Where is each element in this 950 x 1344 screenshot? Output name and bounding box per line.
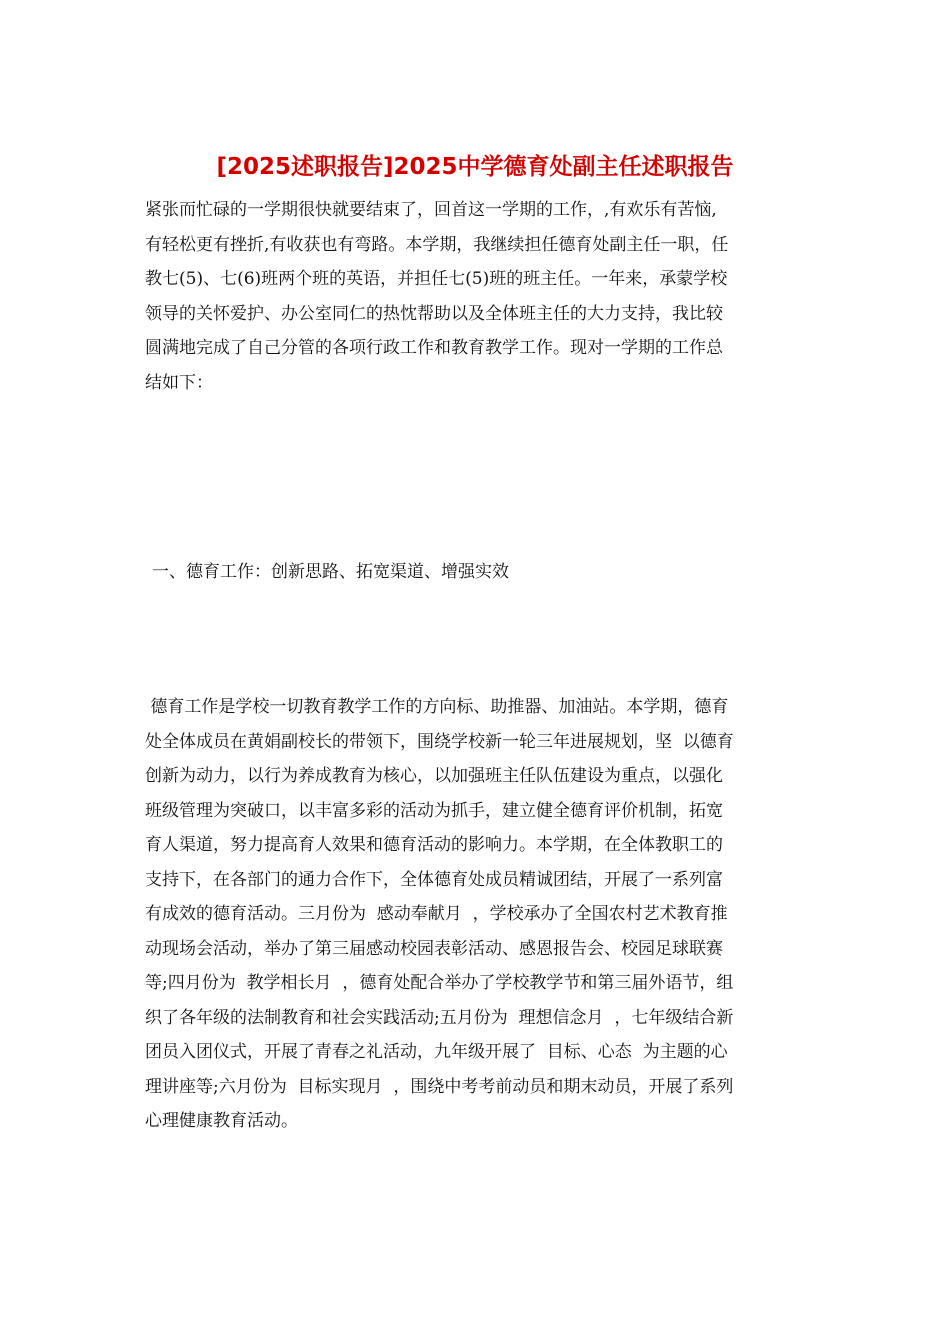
body-line: 创新为动力，以行为养成教育为核心，以加强班主任队伍建设为重点，以强化 [145,766,723,786]
body-line: 织了各年级的法制教育和社会实践活动;五月份为 理想信念月 ，七年级结合新 [145,1007,734,1028]
intro-line: 结如下： [145,372,213,393]
body-line: 心理健康教育活动。 [145,1111,298,1131]
body-line: 班级管理为突破口，以丰富多彩的活动为抓手，建立健全德育评价机制，拓宽 [145,800,723,821]
body-line: 处全体成员在黄娟副校长的带领下，围绕学校新一轮三年进展规划，坚 以德育 [145,731,734,752]
intro-line: 紧张而忙碌的一学期很快就要结束了，回首这一学期的工作，,有欢乐有苦恼, [145,200,717,220]
document-title: [2025述职报告]2025中学德育处副主任述职报告 [216,154,734,180]
body-line: 有成效的德育活动。三月份为 感动奉献月 ，学校承办了全国农村艺术教育推 [145,904,728,924]
intro-line: 有轻松更有挫折,有收获也有弯路。本学期，我继续担任德育处副主任一职，任 [145,234,729,255]
intro-line: 教七(5)、七(6)班两个班的英语，并担任七(5)班的班主任。一年来，承蒙学校 [145,269,728,289]
intro-paragraph [145,193,810,400]
section-heading-text: 一、德育工作：创新思路、拓宽渠道、增强实效 [152,562,509,582]
intro-line: 领导的关怀爱护、办公室同仁的热忱帮助以及全体班主任的大力支持，我比较 [145,303,723,324]
body-line: 动现场会活动，举办了第三届感动校园表彰活动、感恩报告会、校园足球联赛 [145,938,723,959]
body-line: 团员入团仪式，开展了青春之礼活动，九年级开展了 目标、心态 为主题的心 [145,1042,728,1062]
intro-line: 圆满地完成了自己分管的各项行政工作和教育教学工作。现对一学期的工作总 [145,338,723,358]
body-line: 育人渠道，努力提高育人效果和德育活动的影响力。本学期，在全体教职工的 [145,835,723,855]
body-line: 理讲座等;六月份为 目标实现月 ，围绕中考考前动员和期末动员，开展了系列 [145,1076,734,1097]
body-paragraph [145,690,810,1139]
section-heading [152,555,817,590]
body-line: 德育工作是学校一切教育教学工作的方向标、助推器、加油站。本学期，德育 [145,697,729,717]
body-line: 等;四月份为 教学相长月 ，德育处配合举办了学校教学节和第三届外语节，组 [145,973,734,993]
body-line: 支持下，在各部门的通力合作下，全体德育处成员精诚团结，开展了一系列富 [145,869,723,890]
